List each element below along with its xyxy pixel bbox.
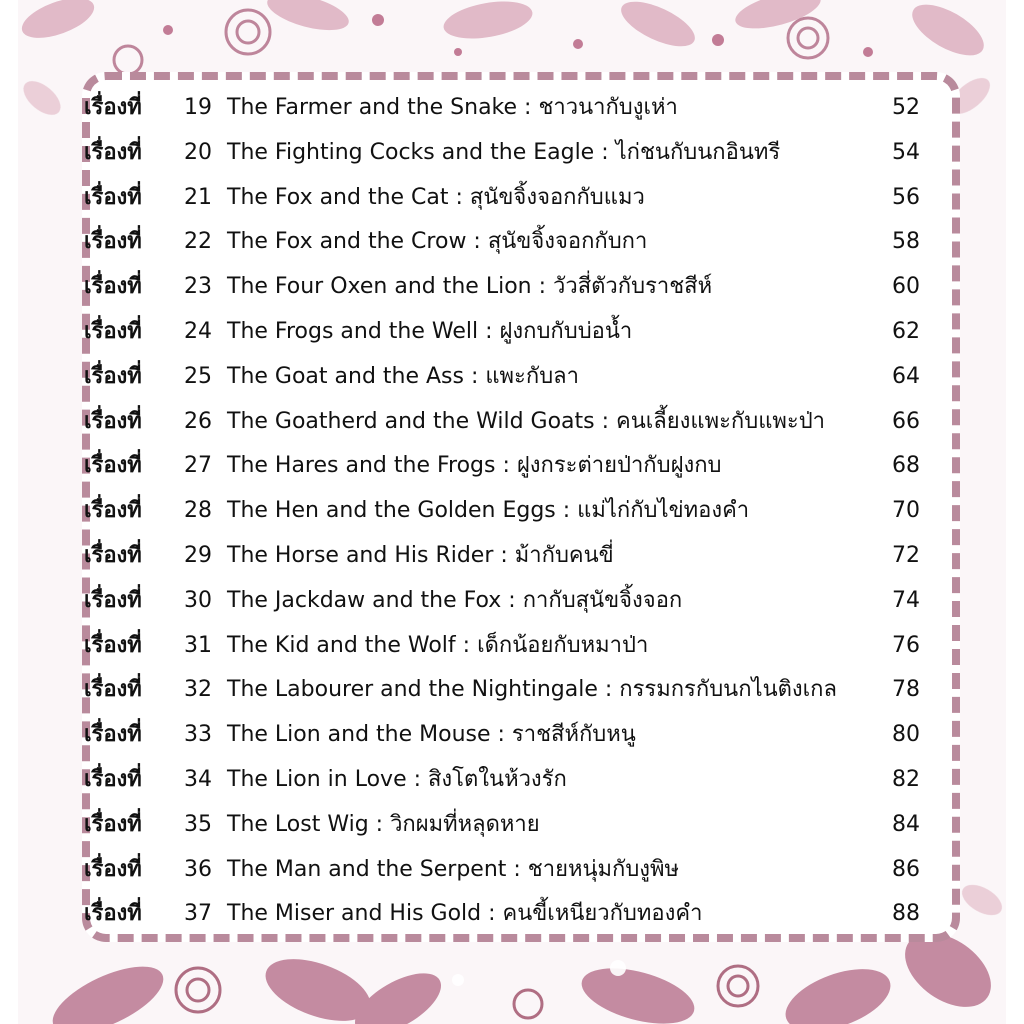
page-number: 58 bbox=[892, 229, 920, 255]
story-title: The Goatherd and the Wild Goats : คนเลี้ยงแพะกับแพะป่า bbox=[227, 408, 826, 434]
story-title: The Four Oxen and the Lion : วัวสี่ตัวกับราชสีห์ bbox=[227, 274, 713, 300]
toc-row bbox=[84, 310, 924, 355]
table-of-contents bbox=[84, 86, 924, 937]
story-label: เรื่องที่ bbox=[84, 184, 142, 210]
story-label: เรื่องที่ bbox=[84, 229, 142, 255]
story-title: The Horse and His Rider : ม้ากับคนขี่ bbox=[227, 542, 614, 568]
page-number: 72 bbox=[892, 542, 920, 568]
story-label: เรื่องที่ bbox=[84, 95, 142, 120]
story-number: 23 bbox=[184, 274, 212, 300]
story-title: The Farmer and the Snake : ชาวนากับงูเห่า bbox=[227, 95, 678, 120]
toc-row bbox=[84, 803, 924, 848]
page-number: 74 bbox=[892, 587, 920, 613]
page-number: 54 bbox=[892, 139, 920, 165]
page-number: 64 bbox=[892, 363, 920, 389]
story-label: เรื่องที่ bbox=[84, 274, 142, 300]
story-title: The Miser and His Gold : คนขี้เหนียวกับทองคำ bbox=[227, 901, 703, 927]
story-label: เรื่องที่ bbox=[84, 856, 142, 882]
story-title: The Hares and the Frogs : ฝูงกระต่ายป่ากับฝูงกบ bbox=[227, 453, 722, 479]
story-title: The Fighting Cocks and the Eagle : ไก่ชนกับนกอินทรี bbox=[227, 139, 781, 165]
page-number: 52 bbox=[892, 95, 920, 120]
story-number: 34 bbox=[184, 766, 212, 792]
toc-row bbox=[84, 220, 924, 265]
story-title: The Labourer and the Nightingale : กรรมกรกับนกไนติงเกล bbox=[227, 677, 837, 703]
story-title: The Fox and the Crow : สุนัขจิ้งจอกกับกา bbox=[227, 229, 648, 255]
page-number: 70 bbox=[892, 498, 920, 524]
story-title: The Jackdaw and the Fox : กากับสุนัขจิ้งจอก bbox=[227, 587, 683, 613]
story-label: เรื่องที่ bbox=[84, 318, 142, 344]
toc-row bbox=[84, 848, 924, 893]
page-number: 78 bbox=[892, 677, 920, 703]
story-label: เรื่องที่ bbox=[84, 498, 142, 524]
story-title: The Lion and the Mouse : ราชสีห์กับหนู bbox=[227, 722, 636, 748]
toc-row bbox=[84, 400, 924, 445]
story-title: The Goat and the Ass : แพะกับลา bbox=[227, 363, 579, 389]
toc-row bbox=[84, 579, 924, 624]
story-number: 22 bbox=[184, 229, 212, 255]
page-number: 68 bbox=[892, 453, 920, 479]
toc-row bbox=[84, 86, 924, 131]
story-label: เรื่องที่ bbox=[84, 363, 142, 389]
page-number: 60 bbox=[892, 274, 920, 300]
story-title: The Frogs and the Well : ฝูงกบกับบ่อน้ำ bbox=[227, 318, 633, 344]
toc-row bbox=[84, 355, 924, 400]
toc-row bbox=[84, 131, 924, 176]
story-title: The Lost Wig : วิกผมที่หลุดหาย bbox=[227, 811, 540, 837]
story-title: The Fox and the Cat : สุนัขจิ้งจอกกับแมว bbox=[227, 184, 645, 210]
story-title: The Man and the Serpent : ชายหนุ่มกับงูพิษ bbox=[227, 856, 680, 882]
page-number: 80 bbox=[892, 722, 920, 748]
story-label: เรื่องที่ bbox=[84, 766, 142, 792]
story-label: เรื่องที่ bbox=[84, 542, 142, 568]
story-number: 31 bbox=[184, 632, 212, 658]
story-number: 26 bbox=[184, 408, 212, 434]
story-number: 21 bbox=[184, 184, 212, 210]
story-number: 19 bbox=[184, 95, 212, 120]
story-number: 20 bbox=[184, 139, 212, 165]
story-number: 37 bbox=[184, 901, 212, 927]
page-number: 82 bbox=[892, 766, 920, 792]
story-title: The Hen and the Golden Eggs : แม่ไก่กับไข่ทองคำ bbox=[227, 498, 750, 524]
toc-row bbox=[84, 489, 924, 534]
story-number: 29 bbox=[184, 542, 212, 568]
page-number: 62 bbox=[892, 318, 920, 344]
story-number: 35 bbox=[184, 811, 212, 837]
story-number: 32 bbox=[184, 677, 212, 703]
story-number: 28 bbox=[184, 498, 212, 524]
story-title: The Lion in Love : สิงโตในห้วงรัก bbox=[227, 766, 567, 792]
story-number: 25 bbox=[184, 363, 212, 389]
toc-row bbox=[84, 534, 924, 579]
story-number: 36 bbox=[184, 856, 212, 882]
toc-row bbox=[84, 444, 924, 489]
page-number: 76 bbox=[892, 632, 920, 658]
story-label: เรื่องที่ bbox=[84, 722, 142, 748]
page-number: 56 bbox=[892, 184, 920, 210]
story-title: The Kid and the Wolf : เด็กน้อยกับหมาป่า bbox=[227, 632, 649, 658]
page-number: 88 bbox=[892, 901, 920, 927]
story-label: เรื่องที่ bbox=[84, 901, 142, 927]
story-label: เรื่องที่ bbox=[84, 139, 142, 165]
story-number: 24 bbox=[184, 318, 212, 344]
story-label: เรื่องที่ bbox=[84, 453, 142, 479]
toc-row bbox=[84, 265, 924, 310]
toc-row bbox=[84, 892, 924, 937]
toc-row bbox=[84, 624, 924, 669]
page-number: 84 bbox=[892, 811, 920, 837]
story-number: 33 bbox=[184, 722, 212, 748]
story-number: 30 bbox=[184, 587, 212, 613]
toc-row bbox=[84, 176, 924, 221]
page-number: 66 bbox=[892, 408, 920, 434]
story-number: 27 bbox=[184, 453, 212, 479]
story-label: เรื่องที่ bbox=[84, 811, 142, 837]
story-label: เรื่องที่ bbox=[84, 408, 142, 434]
toc-row bbox=[84, 668, 924, 713]
toc-row bbox=[84, 713, 924, 758]
toc-row bbox=[84, 758, 924, 803]
page-number: 86 bbox=[892, 856, 920, 882]
story-label: เรื่องที่ bbox=[84, 632, 142, 658]
story-label: เรื่องที่ bbox=[84, 677, 142, 703]
story-label: เรื่องที่ bbox=[84, 587, 142, 613]
